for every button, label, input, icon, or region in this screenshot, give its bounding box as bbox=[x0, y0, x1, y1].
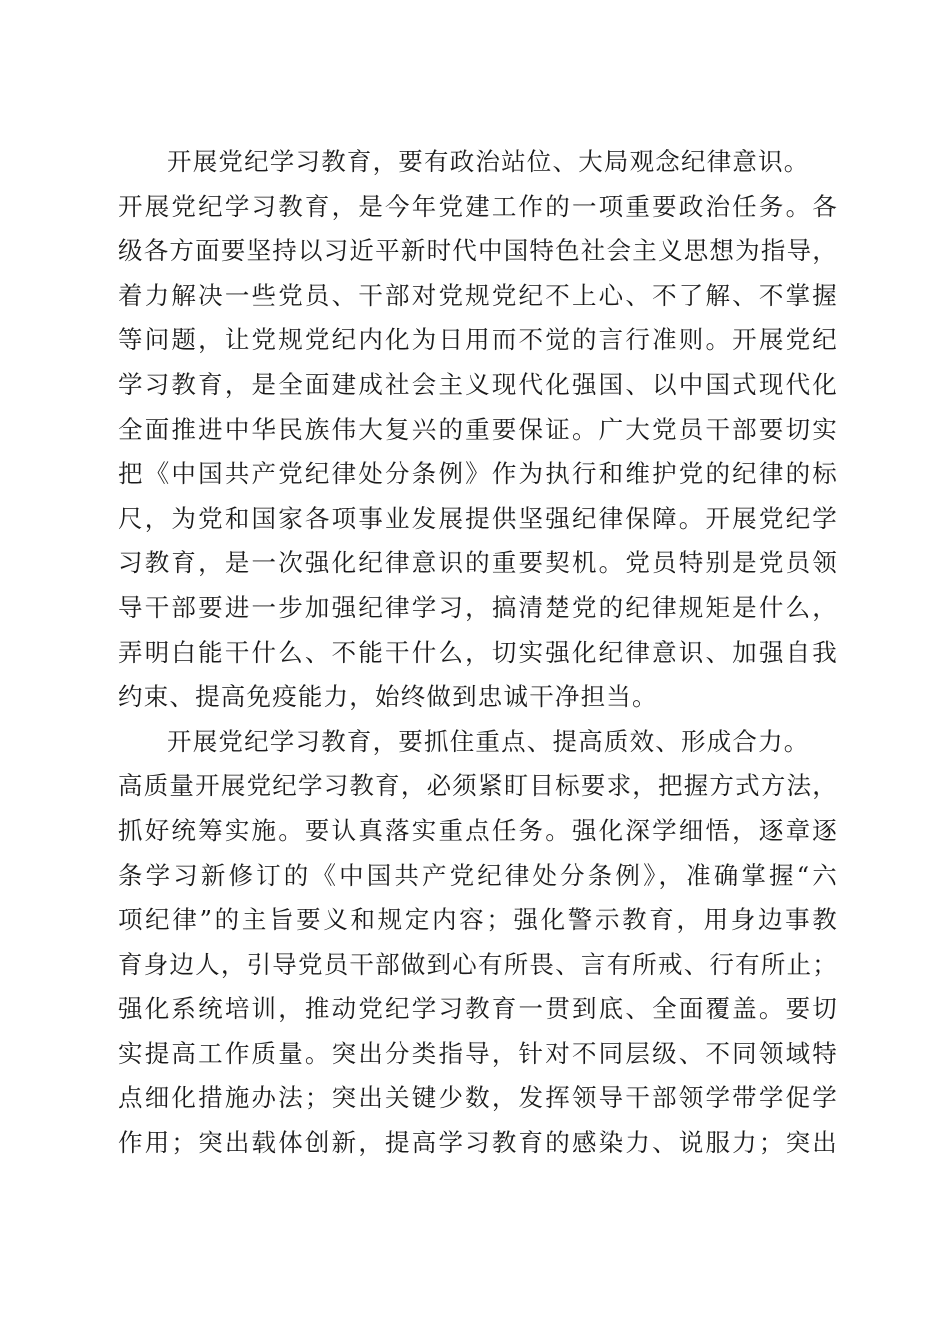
text-line: 点细化措施办法；突出关键少数，发挥领导干部领学带学促学 bbox=[118, 1083, 838, 1113]
text-line: 弄明白能干什么、不能干什么，切实强化纪律意识、加强自我 bbox=[118, 637, 838, 667]
text-line: 约束、提高免疫能力，始终做到忠诚干净担当。 bbox=[118, 682, 658, 712]
text-line: 高质量开展党纪学习教育，必须紧盯目标要求，把握方式方法， bbox=[118, 771, 838, 801]
text-line: 开展党纪学习教育，要抓住重点、提高质效、形成合力。 bbox=[167, 726, 810, 756]
text-line: 开展党纪学习教育，是今年党建工作的一项重要政治任务。各 bbox=[118, 191, 838, 221]
text-line: 抓好统筹实施。要认真落实重点任务。强化深学细悟，逐章逐 bbox=[118, 815, 838, 845]
text-line: 条学习新修订的《中国共产党纪律处分条例》，准确掌握“六 bbox=[118, 860, 838, 890]
text-line: 导干部要进一步加强纪律学习，搞清楚党的纪律规矩是什么， bbox=[118, 592, 838, 622]
text-line: 开展党纪学习教育，要有政治站位、大局观念纪律意识。 bbox=[167, 147, 810, 176]
text-line: 级各方面要坚持以习近平新时代中国特色社会主义思想为指导， bbox=[118, 236, 838, 266]
text-line: 项纪律”的主旨要义和规定内容；强化警示教育，用身边事教 bbox=[118, 905, 838, 935]
text-line: 尺，为党和国家各项事业发展提供坚强纪律保障。开展党纪学 bbox=[118, 503, 838, 533]
text-line: 育身边人，引导党员干部做到心有所畏、言有所戒、行有所止； bbox=[118, 949, 838, 979]
text-line: 全面推进中华民族伟大复兴的重要保证。广大党员干部要切实 bbox=[118, 414, 838, 444]
text-line: 等问题，让党规党纪内化为日用而不觉的言行准则。开展党纪 bbox=[118, 325, 838, 355]
text-line: 实提高工作质量。突出分类指导，针对不同层级、不同领域特 bbox=[118, 1038, 838, 1068]
text-line: 习教育，是一次强化纪律意识的重要契机。党员特别是党员领 bbox=[118, 548, 838, 578]
text-line: 学习教育，是全面建成社会主义现代化强国、以中国式现代化 bbox=[118, 369, 838, 399]
text-line: 强化系统培训，推动党纪学习教育一贯到底、全面覆盖。要切 bbox=[118, 994, 838, 1024]
text-line: 作用；突出载体创新，提高学习教育的感染力、说服力；突出 bbox=[118, 1128, 838, 1158]
paragraph-2 bbox=[118, 720, 838, 1166]
document-body bbox=[118, 140, 838, 1166]
text-line: 把《中国共产党纪律处分条例》作为执行和维护党的纪律的标 bbox=[118, 459, 838, 489]
paragraph-1 bbox=[118, 140, 838, 720]
text-line: 着力解决一些党员、干部对党规党纪不上心、不了解、不掌握 bbox=[118, 280, 838, 310]
